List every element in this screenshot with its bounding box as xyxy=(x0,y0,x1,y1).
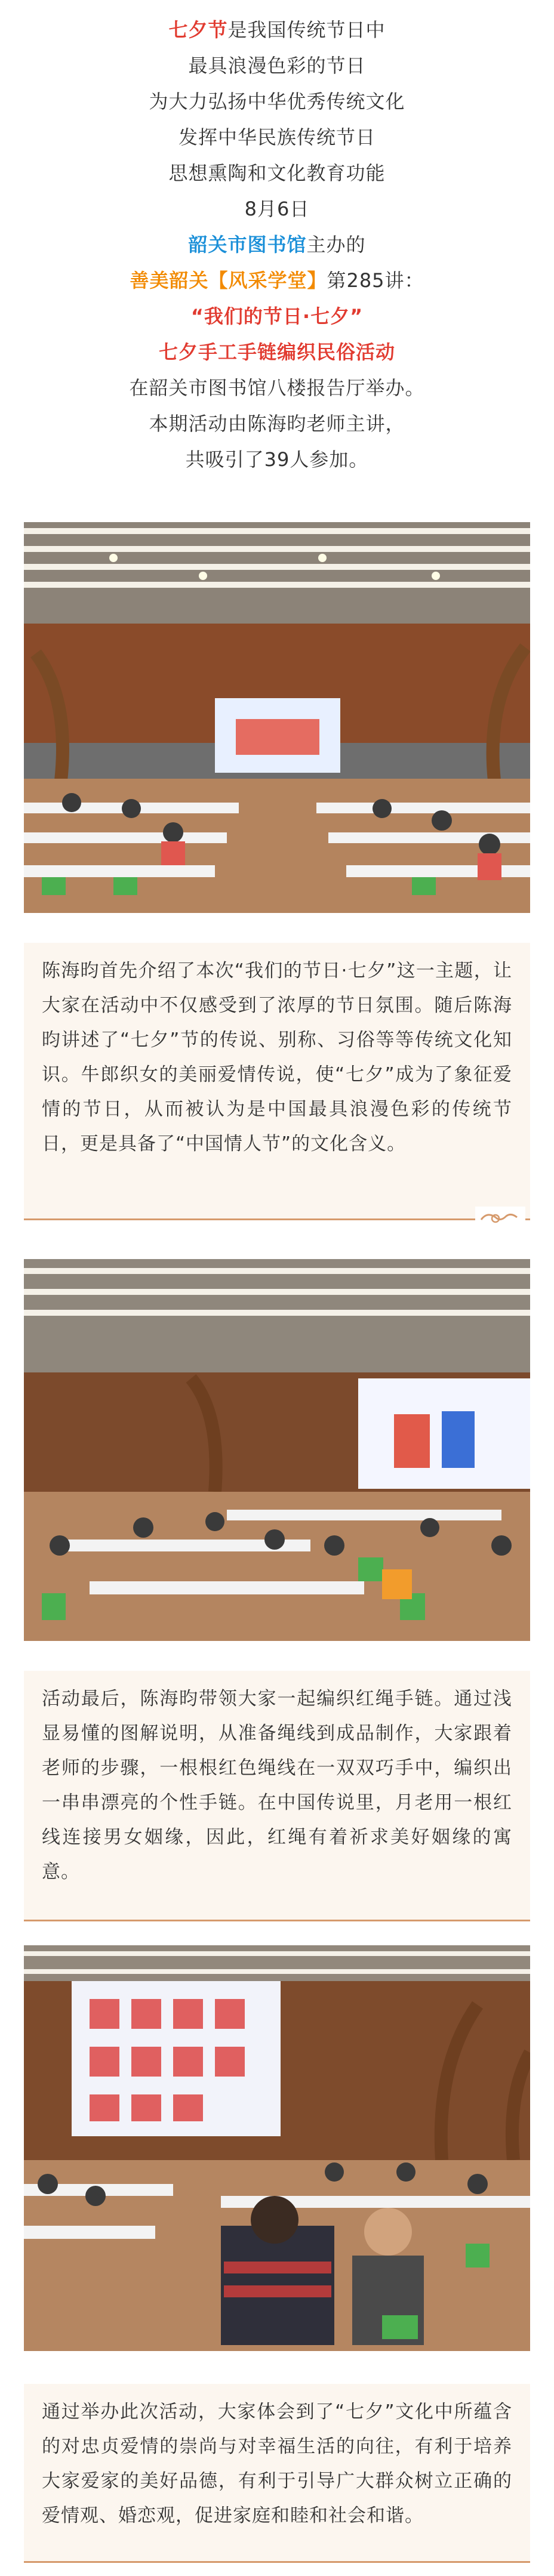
intro-line: 韶关市图书馆主办的 xyxy=(188,233,366,256)
intro-line: 最具浪漫色彩的节日 xyxy=(188,54,366,77)
event-theme: “我们的节日·七夕” xyxy=(190,305,364,328)
event-title: 七夕手工手链编织民俗活动 xyxy=(158,341,395,363)
festival-name: 七夕节 xyxy=(168,18,228,41)
paragraph-intro: 陈海昀首先介绍了本次“我们的节日·七夕”这一主题，让大家在活动中不仅感受到了浓厚的节日氛围。随后陈海昀讲述了“七夕”节的传说、别称、习俗等等传统文化知识。牛郎织女的美丽爱情传说，使“七夕”成为了象征爱情的节日，从而被认为是中国最具浪漫色彩的传统节日，更是具备了“中国情人节”的文化含义。 xyxy=(42,960,512,1155)
paragraph-activity: 活动最后，陈海昀带领大家一起编织红绳手链。通过浅显易懂的图解说明，从准备绳线到成品制作，大家跟着老师的步骤，一根根红色绳线在一双双巧手中，编织出一串串漂亮的个性手链。在中国传说里，月老用一根红线连接男女姻缘，因此，红绳有着祈求美好姻缘的寓意。 xyxy=(42,1688,512,1883)
event-photo-2 xyxy=(24,1259,530,1641)
event-photo-1 xyxy=(24,522,530,913)
intro-line: 七夕节是我国传统节日中 xyxy=(168,18,386,41)
intro-line: 善美韶关【风采学堂】第285讲： xyxy=(130,269,424,292)
content-card-1 xyxy=(24,943,530,1220)
intro-line: 共吸引了39人参加。 xyxy=(185,448,369,471)
intro-line: 为大力弘扬中华优秀传统文化 xyxy=(149,90,405,113)
paragraph-summary: 通过举办此次活动，大家体会到了“七夕”文化中所蕴含的对忠贞爱情的崇尚与对幸福生活的向往，有利于培养大家爱家的美好品德，有利于引导广大群众树立正确的爱情观、婚恋观，促进家庭和睦和社会和谐。 xyxy=(42,2401,512,2526)
intro-line: 本期活动由陈海昀老师主讲， xyxy=(149,412,405,435)
intro-line: 思想熏陶和文化教育功能 xyxy=(168,162,386,184)
intro-line: 在韶关市图书馆八楼报告厅举办。 xyxy=(129,377,425,399)
intro-text xyxy=(0,12,554,477)
content-card-3 xyxy=(24,2384,530,2563)
swirl-ornament-icon xyxy=(475,1207,525,1230)
event-photo-3 xyxy=(24,1945,530,2351)
series-name: 善美韶关【风采学堂】 xyxy=(130,269,327,292)
content-card-2 xyxy=(24,1671,530,1921)
event-date: 8月6日 xyxy=(244,198,310,220)
intro-line: 发挥中华民族传统节日 xyxy=(178,126,376,149)
organizer-name: 韶关市图书馆 xyxy=(188,233,307,256)
